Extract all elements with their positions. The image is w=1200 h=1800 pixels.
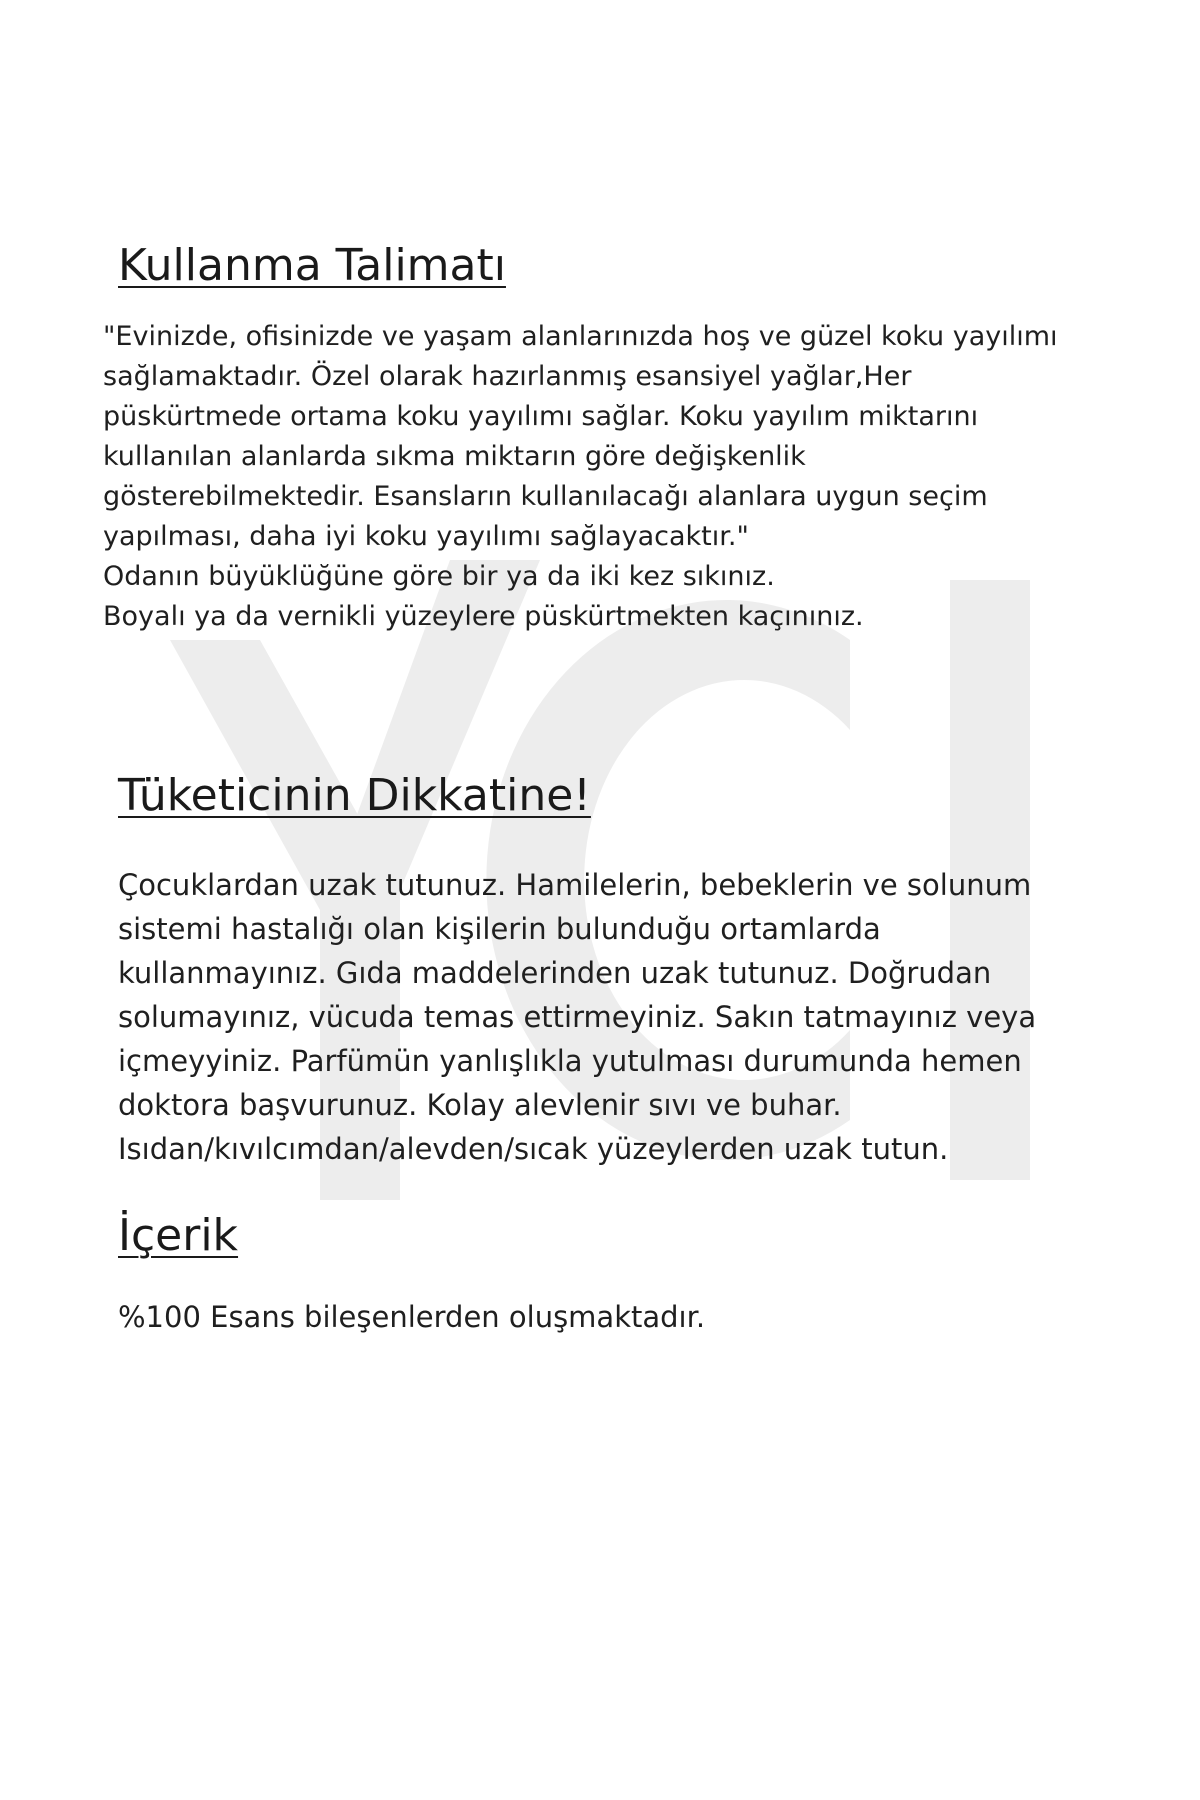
usage-instructions-title: Kullanma Talimatı — [118, 240, 506, 291]
contents-text: %100 Esans bileşenlerden oluşmaktadır. — [118, 1300, 706, 1334]
consumer-warning-text: Çocuklardan uzak tutunuz. Hamilelerin, bebeklerin ve solunum sistemi hastalığı olan kişilerin bulunduğu ortamlarda kullanmayınız. Gıda maddelerinden uzak tutunuz. Doğrudan solumayınız, vücuda temas ettirmeyiniz. Sakın tatmayınız veya içmeyyiniz. Parfümün yanlışlıkla yutulması durumunda hemen doktora başvurunuz. Kolay alevlenir sıvı ve buhar. Isıdan/kıvılcımdan/alevden/sıcak yüzeylerden uzak tutun. — [118, 868, 1037, 1166]
consumer-warning-section — [118, 770, 1158, 1171]
usage-instructions-text: "Evinizde, ofisinizde ve yaşam alanlarınızda hoş ve güzel koku yayılımı sağlamaktadır. Özel olarak hazırlanmış esansiyel yağlar,Her püskürtmede ortama koku yayılımı sağlar. Koku yayılım miktarını kullanılan alanlarda sıkma miktarın göre değişkenlik gösterebilmektedir. Esansların kullanılacağı alanlara uygun seçim yapılması, daha iyi koku yayılımı sağlayacaktır." Odanın büyüklüğüne göre bir ya da iki kez sıkınız. Boyalı ya da vernikli yüzeylere püskürtmekten kaçınınız. — [103, 321, 1058, 632]
consumer-warning-title: Tüketicinin Dikkatine! — [118, 770, 591, 821]
contents-title: İçerik — [118, 1210, 239, 1261]
contents-section — [118, 1210, 1158, 1339]
usage-instructions-section — [103, 240, 1133, 637]
